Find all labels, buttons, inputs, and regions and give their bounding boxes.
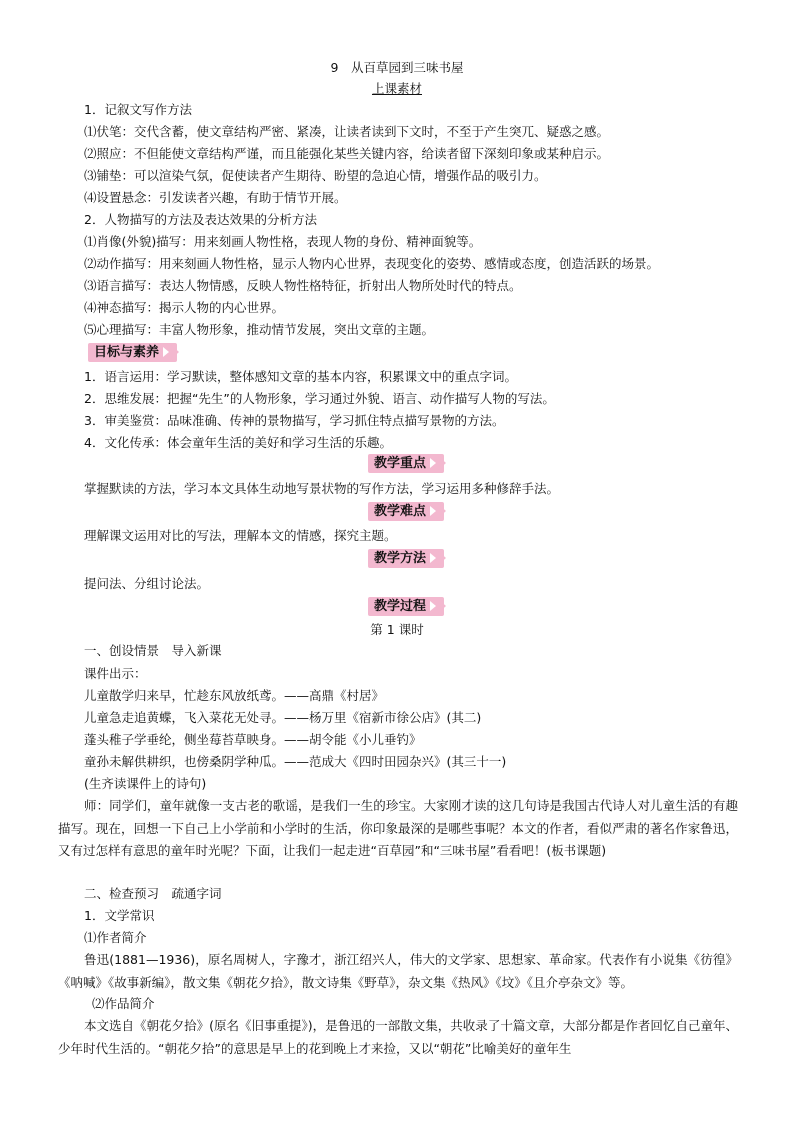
- text-line: ⑵照应：不但能使文章结构严谨，而且能强化某些关键内容，给读者留下深刻印象或某种启示。: [84, 146, 610, 161]
- difficulties-heading: 教学难点: [374, 504, 427, 519]
- goals-heading: 目标与素养: [94, 345, 160, 360]
- key-points-text: 掌握默读的方法，学习本文具体生动地写景状物的写作方法，学习运用多种修辞手法。: [84, 481, 560, 496]
- section-heading: 2．人物描写的方法及表达效果的分析方法: [84, 212, 317, 227]
- goal-item: 2．思维发展：把握“先生”的人物形象，学习通过外貌、语言、动作描写人物的写法。: [84, 391, 555, 406]
- goals-badge: [88, 343, 177, 362]
- triangle-icon: [430, 458, 436, 468]
- doc-subtitle: 上课素材: [371, 81, 422, 96]
- poem-line: 儿童散学归来早，忙趁东风放纸鸢。——高鼎《村居》: [84, 688, 385, 703]
- text-line: ⑸心理描写：丰富人物形象，推动情节发展，突出文章的主题。: [84, 322, 435, 337]
- text-line: ⑴伏笔：交代含蓄，使文章结构严密、紧凑，让读者读到下文时，不至于产生突兀、疑惑之感。: [84, 124, 610, 139]
- key-points-heading: 教学重点: [374, 456, 427, 471]
- triangle-icon: [430, 553, 436, 563]
- work-paragraph: 本文选自《朝花夕拾》(原名《旧事重提》)，是鲁迅的一部散文集，共收录了十篇文章，大部分都是作者回忆自己童年、少年时代生活的。“朝花夕拾”的意思是早上的花到晚上才来捡，又以“朝花”比喻美好的童年生: [58, 1018, 738, 1056]
- text-line: 课件出示：: [84, 666, 147, 681]
- key-points-badge: [368, 454, 444, 473]
- text-line: ⑴肖像(外貌)描写：用来刻画人物性格，表现人物的身份、精神面貌等。: [84, 234, 482, 249]
- section-heading: 1．记叙文写作方法: [84, 102, 192, 117]
- text-line: ⑷神态描写：揭示人物的内心世界。: [84, 300, 285, 315]
- methods-text: 提问法、分组讨论法。: [84, 576, 210, 591]
- text-line: (生齐读课件上的诗句): [84, 776, 207, 791]
- goal-item: 1．语言运用：学习默读，整体感知文章的基本内容，积累课文中的重点字词。: [84, 369, 517, 384]
- goal-item: 4．文化传承：体会童年生活的美好和学习生活的乐趣。: [84, 435, 392, 450]
- difficulties-text: 理解课文运用对比的写法，理解本文的情感，探究主题。: [84, 528, 397, 543]
- text-line: ⑵作品简介: [92, 996, 155, 1011]
- methods-heading: 教学方法: [374, 551, 427, 566]
- text-line: ⑵动作描写：用来刻画人物性格，显示人物内心世界，表现变化的姿势、感情或态度，创造活跃的场景。: [84, 256, 660, 271]
- text-line: ⑶语言描写：表达人物情感，反映人物性格特征，折射出人物所处时代的特点。: [84, 278, 522, 293]
- lesson-label: 第 1 课时: [370, 622, 424, 637]
- text-line: 1．文学常识: [84, 908, 155, 923]
- difficulties-badge-row: [0, 502, 794, 522]
- poem-line: 儿童急走追黄蝶，飞入菜花无处寻。——杨万里《宿新市徐公店》(其二): [84, 710, 482, 725]
- methods-badge-row: [0, 549, 794, 569]
- text-line: ⑷设置悬念：引发读者兴趣，有助于情节开展。: [84, 190, 347, 205]
- section-heading: 二、检查预习 疏通字词: [84, 886, 222, 901]
- text-line: ⑴作者简介: [84, 930, 147, 945]
- key-points-badge-row: [0, 454, 794, 474]
- difficulties-badge: [368, 502, 444, 521]
- methods-badge: [368, 549, 444, 568]
- process-badge: [368, 597, 444, 616]
- process-badge-row: [0, 597, 794, 617]
- text-line: ⑶铺垫：可以渲染气氛，促使读者产生期待、盼望的急迫心情，增强作品的吸引力。: [84, 168, 547, 183]
- process-heading: 教学过程: [374, 599, 427, 614]
- triangle-icon: [430, 506, 436, 516]
- triangle-icon: [163, 347, 169, 357]
- poem-line: 蓬头稚子学垂纶，侧坐莓苔草映身。——胡令能《小儿垂钓》: [84, 732, 422, 747]
- section-heading: 一、创设情景 导入新课: [84, 643, 222, 658]
- goal-item: 3．审美鉴赏：品味准确、传神的景物描写，学习抓住特点描写景物的方法。: [84, 413, 505, 428]
- triangle-icon: [430, 601, 436, 611]
- poem-line: 童孙未解供耕织，也傍桑阴学种瓜。——范成大《四时田园杂兴》(其三十一): [84, 754, 507, 769]
- author-paragraph: 鲁迅(1881—1936)，原名周树人，字豫才，浙江绍兴人，伟大的文学家、思想家、革命家。代表作有小说集《彷徨》《呐喊》《故事新编》，散文集《朝花夕拾》，散文诗集《野草》，杂文集《热风》《坟》《且介亭杂文》等。: [58, 952, 738, 990]
- doc-title: 9 从百草园到三味书屋: [330, 60, 464, 75]
- teacher-paragraph: 师：同学们，童年就像一支古老的歌谣，是我们一生的珍宝。大家刚才读的这几句诗是我国古代诗人对儿童生活的有趣描写。现在，回想一下自己上小学前和小学时的生活，你印象最深的是哪些事呢？本文的作者，看似严肃的著名作家鲁迅，又有过怎样有意思的童年时光呢？下面，让我们一起走进“百草园”和“三味书屋”看看吧！(板书课题): [58, 798, 738, 858]
